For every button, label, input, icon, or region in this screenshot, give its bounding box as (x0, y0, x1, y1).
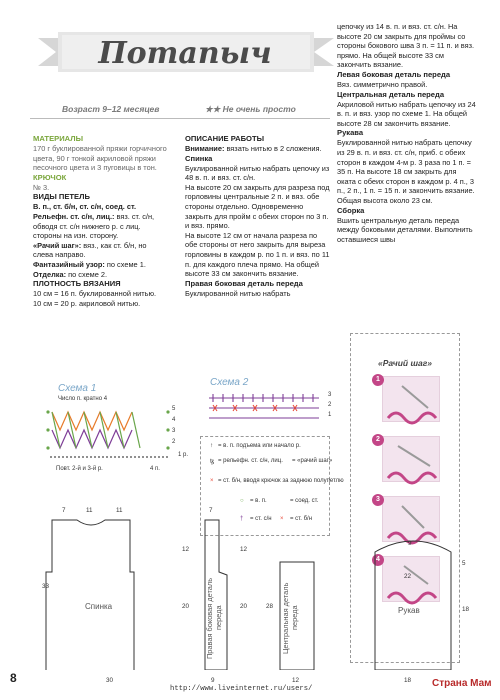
central-text: Акриловой нитью набрать цепочку из 24 в. п. и вяз. узор по схеме 1. На общей высоте 28 см закончить вязание. (337, 99, 476, 128)
dim-sleeve-width: 22 (404, 573, 412, 580)
description-heading: ОПИСАНИЕ РАБОТЫ (185, 134, 265, 143)
loops-crab: «Рачий шаг»: вяз., как ст. б/н, но слева направо. (33, 240, 147, 260)
right-side-text: Буклированной нитью набрать (185, 288, 291, 298)
piece-sleeve-label: Рукав (398, 606, 420, 615)
back-heading: Спинка (185, 153, 213, 163)
legend-dc: = ст. с/н (250, 516, 272, 522)
legend-sc-icon: × (280, 516, 284, 522)
gauge-heading: ПЛОТНОСТЬ ВЯЗАНИЯ (33, 279, 121, 289)
back-text-2: На высоте 20 см закрыть для разреза под горловины центральные 2 п. и вяз. обе стороны отдельно. Одновременно закрыть для пройм с обеих сторон по 3 п. и вяз. прямо. (185, 182, 330, 231)
step-number-1: 1 (372, 374, 384, 386)
left-column (33, 134, 167, 308)
dim-side-top: 7 (209, 507, 213, 514)
header-divider (30, 118, 330, 119)
dim-back-height: 33 (42, 583, 50, 590)
schema-1-repeat-sts: 4 п. (150, 466, 160, 472)
schema-2-row-3: 3 (328, 392, 332, 398)
schema-1-row-3: 3 (172, 428, 176, 434)
schema-2-chart (205, 392, 327, 428)
schema-1-title: Схема 1 (58, 383, 97, 394)
legend-dc-icon: † (240, 516, 244, 522)
legend-relief-icon: ꜩ (210, 459, 215, 465)
schema-1-chart (40, 404, 190, 464)
dim-central-height: 28 (266, 603, 274, 610)
legend-slst: = соед. ст. (290, 498, 319, 504)
dim-side-mid: 20 (240, 603, 248, 610)
step-number-2: 2 (372, 434, 384, 446)
middle-column (185, 134, 330, 298)
loops-relief: Рельефн. ст. с/н, лиц.: вяз. ст. с/н, обводя ст. с/н нижнего р. с лиц. стороны на изн. сторону. (33, 211, 155, 241)
piece-central-label: Центральная деталь переда (281, 582, 299, 654)
dim-sleeve-height: 18 (462, 606, 470, 613)
legend-relief: = рельефн. ст. с/н, лиц. (218, 458, 283, 464)
dim-sleeve-bottom: 18 (404, 677, 412, 684)
dim-back-top-mid: 11 (86, 507, 93, 514)
dim-sleeve-cap: 5 (462, 560, 466, 567)
piece-side-label: Правая боковая деталь переда (205, 577, 223, 659)
attention-note: Внимание: вязать нитью в 2 сложения. (185, 144, 322, 153)
dim-sleeve-top: 9 (408, 540, 412, 547)
schema-1-row-4: 4 (172, 417, 176, 423)
step-number-3: 3 (372, 494, 384, 506)
fancy-pattern: Фантазийный узор: по схеме 1. (33, 259, 146, 269)
sleeves-heading: Рукава (337, 128, 364, 138)
legend-arrow-icon: ↑ (210, 443, 213, 449)
dim-back-bottom: 30 (106, 677, 114, 684)
page-title: Потапыч (98, 36, 272, 71)
schema-1-row-5: 5 (172, 406, 176, 412)
dim-side-bottom: 9 (211, 677, 215, 684)
legend-crab: = «рачий шаг» (292, 458, 333, 464)
dim-back-top-right: 11 (116, 507, 123, 514)
schema-1-repeat-rows: Повт. 2-й и 3-й р. (56, 466, 103, 472)
legend-arrow: = в. п. подъема или начало р. (218, 443, 301, 449)
crab-stitch-title: «Рачий шаг» (377, 358, 433, 368)
age-label: Возраст 9–12 месяцев (62, 104, 160, 114)
schema-1-row-2: 2 (172, 439, 176, 445)
schema-2-row-2: 2 (328, 402, 332, 408)
dim-back-armhole: 12 (182, 546, 190, 553)
loops-basic: В. п., ст. б/н, ст. с/н, соед. ст. (33, 202, 137, 212)
hook-text: № 3. (33, 182, 50, 192)
materials-heading: МАТЕРИАЛЫ (33, 134, 83, 143)
legend-ch: = в. п. (250, 498, 267, 504)
garment-pieces-drawing (0, 500, 500, 670)
legend-sc: = ст. б/н (290, 516, 313, 522)
step-number-4: 4 (372, 554, 384, 566)
legend-back-loop: = ст. б/н, вводя крючок за заднюю полупетлю (218, 478, 344, 484)
gauge-line-2: 10 см = 20 р. акриловой нитью. (33, 298, 141, 308)
back-text-3: На высоте 12 см от начала разреза по обе стороны от него закрыть для выреза горловины в каждом р. по 1 п. и вяз. по 11 п. для каждого плеча прямо. На общей высоте 33 см закончить вязание. (185, 230, 330, 279)
legend-ch-icon: ○ (240, 498, 244, 504)
right-side-continued: цепочку из 14 в. п. и вяз. ст. с/н. На высоте 20 см закрыть для проймы со стороны бокового шва 3 п. = 11 п. и вяз. прямо. На общей высоте 33 см закончить вязание. (337, 22, 475, 70)
difficulty-label: ★★ Не очень просто (205, 104, 296, 114)
materials-text: 170 г буклированной пряжи горчичного цвета, 90 г тонкой акриловой пряжи песочного цвета и 3 пуговицы в тон. (33, 144, 167, 173)
piece-back-label: Спинка (85, 602, 113, 611)
left-side-text: Вяз. симметрично правой. (337, 79, 428, 89)
loops-heading: ВИДЫ ПЕТЕЛЬ (33, 192, 90, 202)
hook-heading: КРЮЧОК (33, 172, 67, 182)
gauge-line-1: 10 см = 16 п. буклированной нитью. (33, 289, 157, 299)
assembly-heading: Сборка (337, 205, 365, 215)
dim-central-bottom: 12 (292, 677, 300, 684)
left-side-heading: Левая боковая деталь переда (337, 69, 451, 79)
watermark-brand: Страна Мам (432, 678, 492, 689)
watermark-url: http://www.liveinternet.ru/users/ (170, 685, 313, 693)
trim-pattern: Отделка: по схеме 2. (33, 269, 108, 279)
right-column (337, 22, 477, 244)
schema-1-row-1-label: 1 р. (178, 452, 189, 458)
central-heading: Центральная деталь переда (337, 89, 445, 99)
assembly-text: Вшить центральную деталь переда между боковыми деталями. Выполнить оставшиеся швы (337, 215, 473, 244)
schema-1-repeat-note: Число п. кратно 4 (58, 396, 108, 402)
back-text-1: Буклированной нитью набрать цепочку из 48 в. п. и вяз. ст. с/н. (185, 163, 330, 183)
page-number: 8 (10, 671, 17, 685)
right-side-heading: Правая боковая деталь переда (185, 278, 303, 288)
schema-2-title: Схема 2 (210, 377, 249, 388)
title-banner (40, 30, 330, 88)
dim-back-top-left: 7 (62, 507, 66, 514)
dim-back-mid: 20 (182, 603, 190, 610)
sleeves-text: Буклированной нитью набрать цепочку из 29 в. п. и вяз. ст. с/н, приб. с обеих сторон в каждом 4-м р. 3 раза по 1 п. = 35 п. На высоте 18 см закрыть для оката с обеих сторон в каждом р. 4 п., 3 п., 2 п., 1 п. = 15 п. и закончить вязание. Общая высота около 23 см. (337, 138, 475, 205)
dim-side-armhole: 12 (240, 546, 248, 553)
legend-back-loop-icon: × (210, 478, 214, 484)
schema-2-row-1: 1 (328, 412, 332, 418)
